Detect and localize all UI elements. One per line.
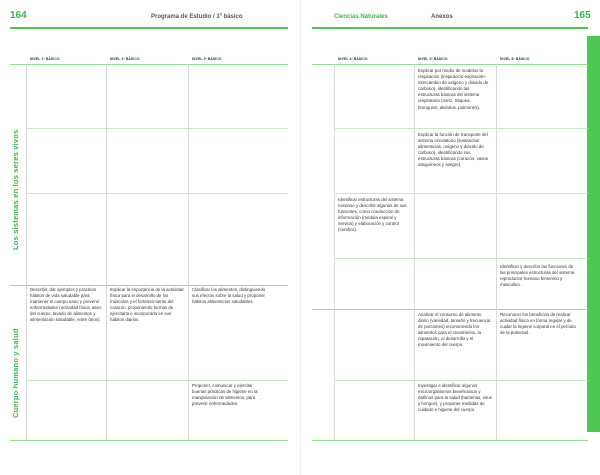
cell-6basico-reproductor: Identificar y describir las funciones de las principales estructuras del sistema reproductor humano femenino y masculino. (500, 264, 575, 288)
left-top-rule (10, 27, 288, 29)
right-top-rule (312, 27, 588, 29)
right-row-line (334, 128, 588, 129)
cell-5basico-respiracion: Explicar por medio de modelos la respiración (inspiración-espiración-intercambio de oxígeno y dióxido de carbono), identificando las estructuras básicas del sistema respiratorio (nariz, tráquea, bronquios, alvéolos, pulmones). (418, 68, 489, 110)
page-spine (300, 0, 301, 475)
side-label-sistemas: Los sistemas en los seres vivos (11, 129, 20, 250)
left-col-header-1: NIVEL 1º BÁSICO (30, 57, 60, 61)
right-col-header-1: NIVEL 4º BÁSICO (338, 57, 368, 61)
cell-5basico-alimentos: Analizar el consumo de alimento diario (variedad, tamaño y frecuencia de porciones) reconociendo los alimentos para el crecimiento, la reparación, el desarrollo y el movimiento del cuerpo. (418, 312, 491, 348)
right-row-line (312, 64, 588, 65)
right-row-line (334, 380, 588, 381)
left-bottom-line (10, 440, 288, 441)
left-row-line (26, 193, 288, 194)
left-col-divider (188, 64, 189, 440)
left-col-divider (106, 64, 107, 440)
right-col-divider (334, 64, 335, 440)
right-col-divider (414, 64, 415, 440)
right-col-header-2: NIVEL 5º BÁSICO (418, 57, 448, 61)
left-page-number: 164 (10, 10, 27, 21)
cell-6basico-actividad: Reconocer los beneficios de realizar actividad física en forma regular y de cuidar la higiene corporal en el período de la pubertad. (500, 312, 576, 336)
right-col-header-3: NIVEL 6º BÁSICO (500, 57, 530, 61)
right-edge-bar (587, 36, 600, 432)
cell-3basico-salud: Clasificar los alimentos, distinguiendo sus efectos sobre la salud y proponer hábitos alimenticios saludables. (192, 287, 266, 305)
cell-1basico-salud: Describir, dar ejemplos y practicar hábitos de vida saludable para mantener el cuerpo sano y prevenir enfermedades (actividad física, aseo del cuerpo, lavado de alimentos y alimentación saludable, entre otros). (30, 287, 102, 323)
left-row-line (26, 380, 288, 381)
left-row-line (26, 128, 288, 129)
right-col-divider (496, 64, 497, 440)
left-row-line (10, 64, 288, 65)
cell-2basico-salud: Explicar la importancia de la actividad física para el desarrollo de los músculos y el fortalecimiento del corazón, proponiendo formas de ejercitarla e incorporarla en sus hábitos diarios. (110, 287, 184, 323)
cell-5basico-microorganismos: Investigar e identificar algunos microorganismos beneficiosos y dañinos para la salud (bacterias, virus y hongos), y proponer medidas de cuidado e higiene del cuerpo. (418, 383, 492, 413)
right-page-number: 165 (574, 10, 591, 21)
left-col-divider (26, 64, 27, 440)
cell-3basico-higiene: Proponer, comunicar y ejercitar buenas prácticas de higiene en la manipulación de alimentos, para prevenir enfermedades. (192, 383, 258, 407)
right-header-subject: Ciencias Naturales (334, 14, 388, 20)
left-col-header-3: NIVEL 3º BÁSICO (192, 57, 222, 61)
right-section-line (312, 309, 588, 310)
left-col-header-2: NIVEL 2º BÁSICO (110, 57, 140, 61)
side-label-salud: Cuerpo humano y salud (11, 328, 20, 418)
cell-4basico-nervioso: Identificar estructuras del sistema nervioso y describir algunas de sus funciones, como conducción de información (médula espinal y nervios) y elaboración y control (cerebro). (338, 197, 407, 233)
right-bottom-line (312, 440, 588, 441)
right-row-line (334, 258, 588, 259)
right-header-section: Anexos (431, 14, 453, 20)
right-row-line (334, 193, 588, 194)
left-header-title: Programa de Estudio / 1º básico (151, 14, 243, 20)
cell-5basico-circulatorio: Explicar la función de transporte del sistema circulatorio (sustancias alimenticias, oxígeno y dióxido de carbono), identificando sus estructuras básicas (corazón, vasos sanguíneos y sangre). (418, 132, 489, 168)
left-section-line (10, 285, 288, 286)
